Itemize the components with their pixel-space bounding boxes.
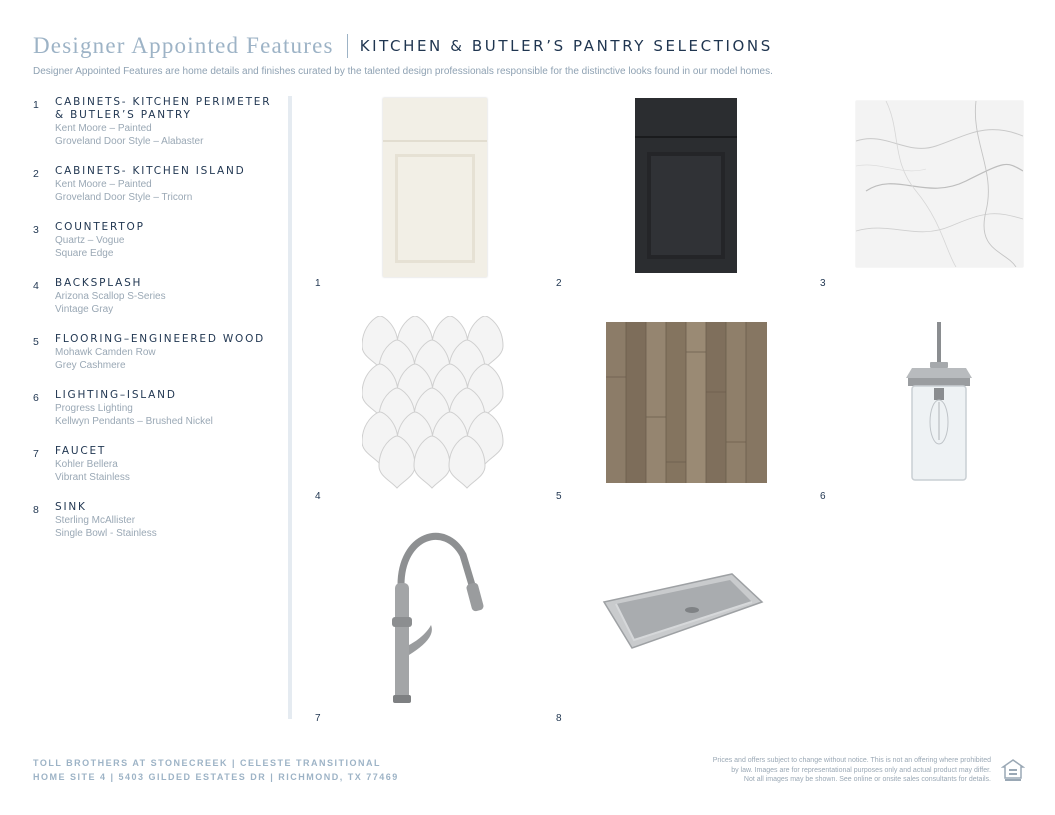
disclaimer-line: by law. Images are for representational purposes only and actual product may differ. <box>731 766 991 774</box>
item-title: FAUCET <box>55 445 107 457</box>
cabinet-door-black-image <box>635 98 737 273</box>
image-label: 5 <box>556 491 562 502</box>
item-title: SINK <box>55 501 87 513</box>
item-line: Quartz – Vogue <box>55 235 125 246</box>
image-label: 8 <box>556 713 562 724</box>
item-line: Groveland Door Style – Alabaster <box>55 136 204 147</box>
item-line: Square Edge <box>55 248 114 259</box>
footer-line: TOLL BROTHERS AT STONECREEK | CELESTE TRANSITIONAL <box>33 758 382 768</box>
footer-line: HOME SITE 4 | 5403 GILDED ESTATES DR | RICHMOND, TX 77469 <box>33 772 399 782</box>
brand-title: Designer Appointed Features <box>33 33 334 58</box>
image-label: 6 <box>820 491 826 502</box>
header <box>33 33 1025 77</box>
equal-housing-icon <box>1001 758 1025 782</box>
sink-image <box>602 572 764 650</box>
item-line: Kent Moore – Painted <box>55 123 152 134</box>
image-label: 7 <box>315 713 321 724</box>
item-title: COUNTERTOP <box>55 221 145 233</box>
list-item <box>33 165 283 204</box>
item-title: CABINETS- KITCHEN PERIMETER & BUTLER’S PANTRY <box>55 96 272 121</box>
scallop-tile-image <box>362 316 504 492</box>
item-line: Kohler Bellera <box>55 459 118 470</box>
list-item <box>33 277 283 316</box>
list-item <box>33 445 283 484</box>
item-title: LIGHTING–ISLAND <box>55 389 177 401</box>
disclaimer-line: Prices and offers subject to change without notice. This is not an offering where prohibited <box>712 757 991 764</box>
disclaimer-line: Not all images may be shown. See online or onsite sales consultants for details. <box>743 776 991 783</box>
list-item <box>33 501 283 540</box>
item-line: Kellwyn Pendants – Brushed Nickel <box>55 416 213 427</box>
item-line: Vintage Gray <box>55 304 114 315</box>
item-line: Sterling McAllister <box>55 515 136 526</box>
item-title: CABINETS- KITCHEN ISLAND <box>55 165 246 177</box>
item-number: 4 <box>33 280 39 292</box>
item-title: BACKSPLASH <box>55 277 143 289</box>
item-line: Vibrant Stainless <box>55 472 130 483</box>
title-row <box>33 33 1025 59</box>
item-number: 2 <box>33 168 39 180</box>
item-number: 3 <box>33 224 39 236</box>
item-line: Arizona Scallop S-Series <box>55 291 166 302</box>
item-line: Mohawk Camden Row <box>55 347 156 358</box>
pendant-light-image <box>904 322 974 482</box>
item-number: 8 <box>33 504 39 516</box>
item-number: 5 <box>33 336 39 348</box>
item-line: Kent Moore – Painted <box>55 179 152 190</box>
list-item <box>33 221 283 260</box>
title-divider <box>347 34 348 58</box>
footer-disclaimer <box>661 756 991 785</box>
item-number: 1 <box>33 99 39 111</box>
item-line: Groveland Door Style – Tricorn <box>55 192 193 203</box>
footer-address <box>33 756 399 784</box>
section-title: KITCHEN & BUTLER’S PANTRY SELECTIONS <box>359 37 773 55</box>
wood-flooring-image <box>606 322 767 483</box>
selections-list <box>33 96 283 557</box>
list-item <box>33 96 283 148</box>
cabinet-door-white-image <box>383 98 487 277</box>
item-number: 7 <box>33 448 39 460</box>
list-item <box>33 333 283 372</box>
item-number: 6 <box>33 392 39 404</box>
image-label: 4 <box>315 491 321 502</box>
quartz-countertop-image <box>856 101 1023 267</box>
item-line: Single Bowl - Stainless <box>55 528 157 539</box>
image-label: 3 <box>820 278 826 289</box>
vertical-divider <box>288 96 292 719</box>
item-line: Grey Cashmere <box>55 360 126 371</box>
subtitle: Designer Appointed Features are home details and finishes curated by the talented design professionals responsible for the distinctive looks found in our model homes. <box>33 66 773 77</box>
item-title: FLOORING–ENGINEERED WOOD <box>55 333 266 345</box>
item-line: Progress Lighting <box>55 403 133 414</box>
image-label: 1 <box>315 278 321 289</box>
list-item <box>33 389 283 428</box>
faucet-image <box>385 525 485 705</box>
image-label: 2 <box>556 278 562 289</box>
